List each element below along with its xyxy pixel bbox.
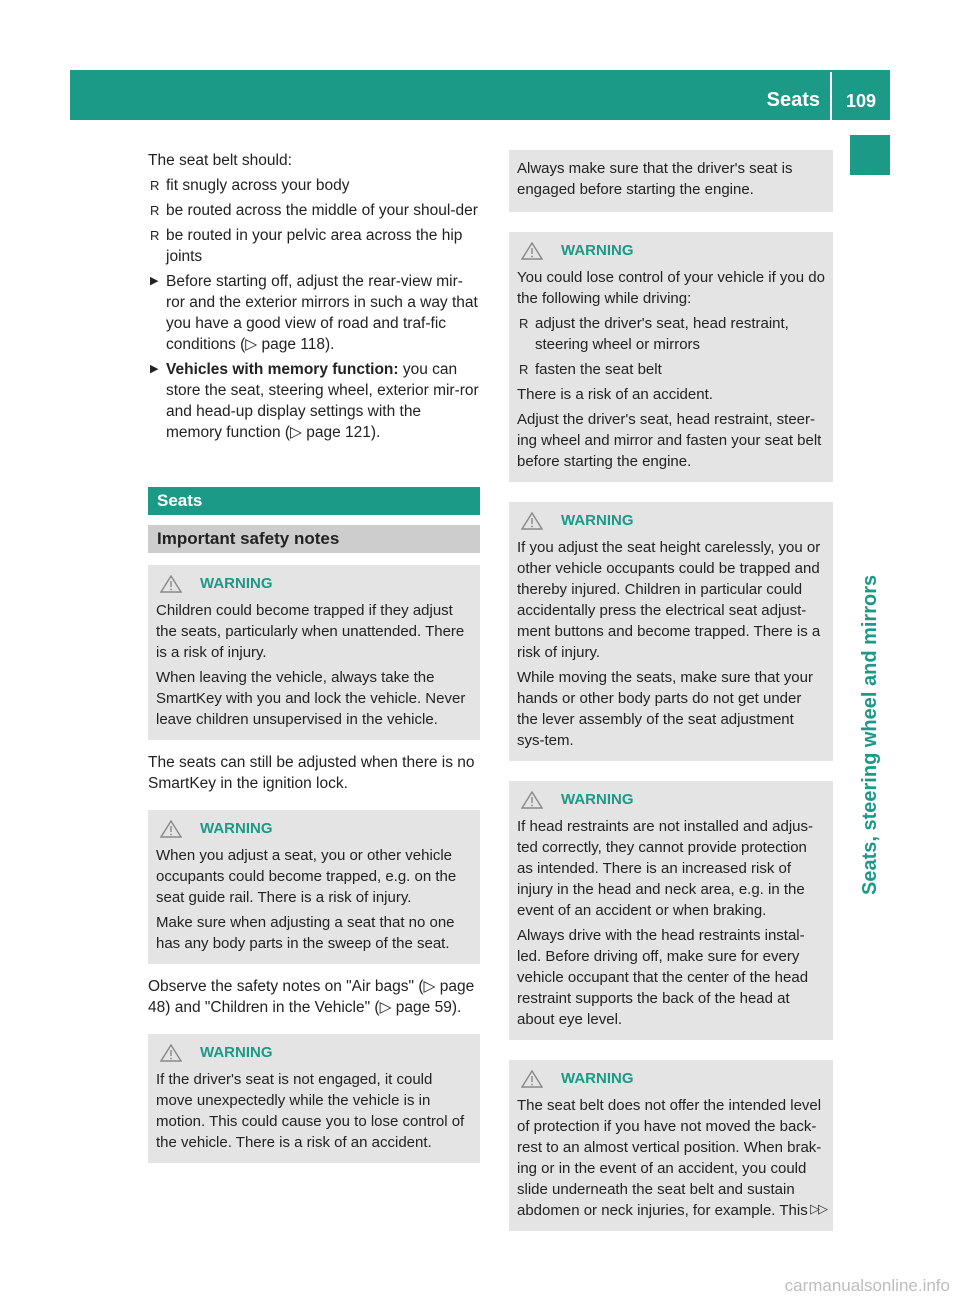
warning-text: If the driver's seat is not engaged, it could move unexpectedly while the vehicle is in motion. This could cause you to lose control of the vehicle. There is a risk of an accident. — [156, 1071, 465, 1151]
step-arrow-icon: ▶ — [150, 363, 159, 375]
warning-box — [509, 502, 833, 761]
info-box — [509, 150, 833, 212]
step-item: ▶ Before starting off, adjust the rear-view mir-ror and the exterior mirrors in such a way that you have a good view of road and traf-fic conditions (▷ page 118). — [150, 273, 478, 353]
continue-icon: ▷▷ — [810, 1201, 826, 1216]
warning-text: When you adjust a seat, you or other vehicle occupants could become trapped, e.g. on the seat guide rail. There is a risk of injury. — [156, 847, 457, 906]
left-column — [148, 150, 480, 1175]
list-item: R be routed across the middle of your shoul-der — [150, 202, 478, 219]
list-item: R adjust the driver's seat, head restraint, steering wheel or mirrors — [519, 315, 789, 353]
list-item: R be routed in your pelvic area across the hip joints — [150, 227, 463, 265]
warning-text: Adjust the driver's seat, head restraint, steer-ing wheel and mirror and fasten your seat belt before starting the engine. — [517, 411, 822, 470]
warning-box — [509, 232, 833, 482]
warning-label: WARNING — [561, 242, 634, 259]
warning-label: WARNING — [561, 512, 634, 529]
warning-text: The seat belt does not offer the intended level of protection if you have not moved the back-rest to an almost vertical position. When brak-ing or in the event of an accident, you could slide underneath the seat belt and sustain abdomen or neck injuries, for example. This — [517, 1097, 822, 1219]
warning-triangle-icon — [521, 1070, 543, 1088]
info-text: Always make sure that the driver's seat is engaged before starting the engine. — [517, 160, 793, 198]
header-separator — [830, 72, 832, 120]
warning-text: While moving the seats, make sure that your hands or other body parts do not get under the lever assembly of the seat adjustment sys-tem. — [517, 669, 813, 749]
warning-triangle-icon — [160, 1044, 182, 1062]
warning-text: You could lose control of your vehicle if you do the following while driving: — [517, 269, 825, 307]
warning-label: WARNING — [200, 575, 273, 592]
body-text: The seats can still be adjusted when there is no SmartKey in the ignition lock. — [148, 754, 475, 792]
intro-text: The seat belt should: — [148, 152, 292, 169]
warning-text: Always drive with the head restraints instal-led. Before driving off, make sure for every vehicle occupant that the center of the head restraint supports the back of the head at about eye level. — [517, 927, 809, 1028]
bullet-icon: R — [519, 316, 529, 331]
warning-box — [148, 810, 480, 964]
warning-text: When leaving the vehicle, always take the SmartKey with you and lock the vehicle. Never leave children unsupervised in the vehicle. — [156, 669, 466, 728]
bullet-icon: R — [150, 178, 160, 193]
bullet-icon: R — [519, 362, 529, 377]
chapter-title: Seats — [766, 89, 820, 111]
step-item: ▶ Vehicles with memory function: you can store the seat, steering wheel, exterior mir-ror and head-up display settings with the memory function (▷ page 121). — [150, 361, 479, 441]
warning-box — [509, 1060, 833, 1231]
section-heading: Seats — [148, 487, 480, 515]
bullet-icon: R — [150, 203, 160, 218]
warning-box — [148, 565, 480, 740]
step-bold-lead: Vehicles with memory function: — [166, 361, 399, 378]
warning-text: There is a risk of an accident. — [517, 386, 713, 403]
bullet-icon: R — [150, 228, 160, 243]
body-text: Observe the safety notes on "Air bags" (▷ page 48) and "Children in the Vehicle" (▷ page 59). — [148, 978, 475, 1016]
warning-triangle-icon — [160, 575, 182, 593]
warning-text: Make sure when adjusting a seat that no one has any body parts in the sweep of the seat. — [156, 914, 455, 952]
right-column — [509, 150, 833, 1243]
side-tab-marker — [850, 135, 890, 175]
warning-label: WARNING — [200, 1044, 273, 1061]
warning-label: WARNING — [561, 1070, 634, 1087]
warning-text: If head restraints are not installed and adjus-ted correctly, they cannot provide protection as intended. There is an increased risk of injury in the head and neck area, e.g. in the event of an accident or when braking. — [517, 818, 814, 919]
warning-text: Children could become trapped if they adjust the seats, particularly when unattended. There is a risk of injury. — [156, 602, 465, 661]
warning-label: WARNING — [561, 791, 634, 808]
warning-label: WARNING — [200, 820, 273, 837]
side-tab-label: Seats, steering wheel and mirrors — [859, 574, 881, 895]
list-item: R fasten the seat belt — [519, 361, 662, 378]
warning-triangle-icon — [521, 791, 543, 809]
warning-text: If you adjust the seat height carelessly, you or other vehicle occupants could be trapped and thereby injured. Children in particular could accidentally press the electrical seat adjust-ment buttons and become trapped. There is a risk of injury. — [517, 539, 821, 661]
page-number: 109 — [846, 91, 877, 111]
warning-triangle-icon — [160, 820, 182, 838]
warning-triangle-icon — [521, 512, 543, 530]
warning-box — [509, 781, 833, 1040]
warning-triangle-icon — [521, 242, 543, 260]
list-item: R fit snugly across your body — [150, 177, 350, 194]
warning-box — [148, 1034, 480, 1163]
subsection-heading: Important safety notes — [148, 525, 480, 553]
watermark-url: carmanualsonline.info — [784, 1276, 950, 1295]
step-arrow-icon: ▶ — [150, 275, 159, 287]
side-tab — [850, 135, 890, 1180]
